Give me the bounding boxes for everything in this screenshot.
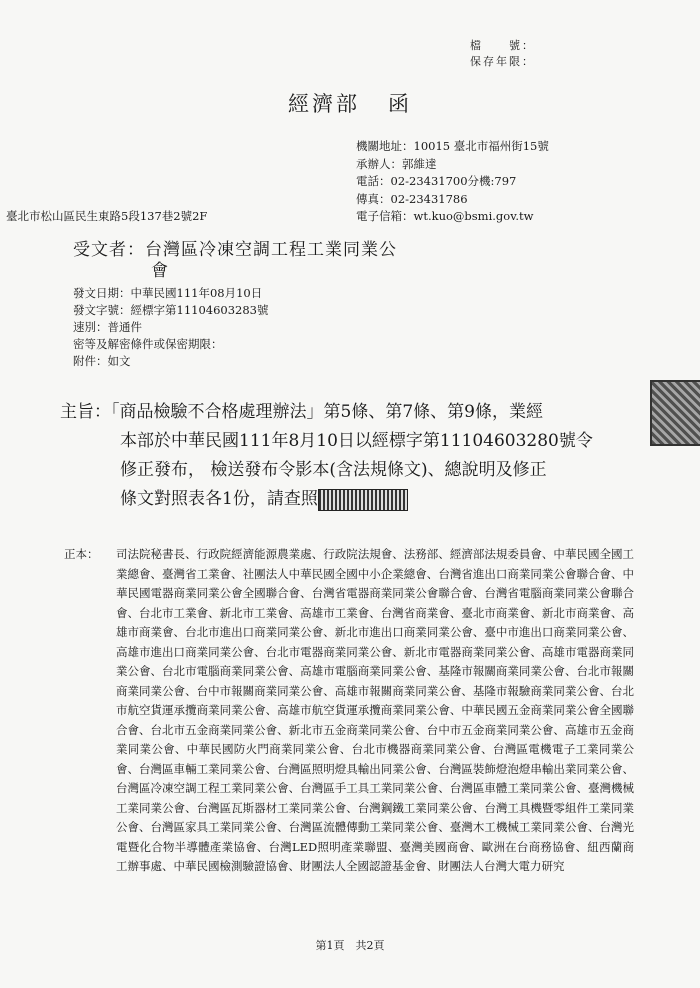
- agency-address: 機關地址：10015 臺北市福州街15號: [356, 139, 549, 153]
- fax-number: 傳真：02-23431786: [356, 191, 468, 206]
- document-type: 函: [388, 92, 412, 116]
- recipient-name-continued: 會: [151, 261, 169, 281]
- inline-seal-stamp: [318, 489, 408, 511]
- subject-section: [60, 398, 650, 514]
- subject-line-4: 條文對照表各1份，請查照: [120, 489, 318, 509]
- edge-seal-stamp: [650, 380, 700, 446]
- agency-info: [356, 138, 549, 226]
- document-number: 發文字號：經標字第11104603283號: [73, 303, 269, 317]
- phone-number: 電話：02-23431700分機:797: [356, 174, 517, 188]
- handler-name: 承辦人：郭維達: [356, 156, 437, 171]
- primary-recipients-list: 司法院秘書長、行政院經濟能源農業處、行政院法規會、法務部、經濟部法規委員會、中華民國全國工業總會、臺灣省工業會、社團法人中華民國全國中小企業總會、台灣省進出口商業同業公會聯合會、中華民國電器商業同業公會全國聯合會、台灣省電器商業同業公會聯合會、台灣省電腦商業同業公會聯合會、台北市工業會、新北市工業會、高雄市工業會、台灣省商業會、臺北市商業會、新北市商業會、高雄市商業會、台北市進出口商業同業公會、新北市進出口商業同業公會、臺中市進出口商業同業公會、高雄市進出口商業同業公會、台北市電器商業同業公會、新北市電器商業同業公會、高雄市電器商業同業公會、台北市電腦商業同業公會、高雄市電腦商業同業公會、基隆市報關商業同業公會、台北市報關商業同業公會、台中市報關商業同業公會、高雄市報關商業同業公會、基隆市報驗商業同業公會、台北市航空貨運承攬商業同業公會、高雄市航空貨運承攬商業同業公會、中華民國五金商業同業公會全國聯合會、台北市五金商業同業公會、新北市五金商業同業公會、台中市五金商業同業公會、高雄市五金商業同業公會、中華民國防火門商業同業公會、台北市機器商業同業公會、台灣區電機電子工業同業公會、台灣區車輛工業同業公會、台灣區照明燈具輸出同業公會、台灣區裝飾燈泡燈串輸出業同業公會、台灣區冷凍空調工程工業同業公會、台灣區手工具工業同業公會、台灣區車體工業同業公會、臺灣機械工業同業公會、台灣區瓦斯器材工業同業公會、台灣鋼鐵工業同業公會、台灣工具機暨零組件工業同業公會、台灣區家具工業同業公會、台灣區流體傳動工業同業公會、臺灣木工機械工業同業公會、台灣光電暨化合物半導體產業協會、台灣LED照明產業聯盟、臺灣美國商會、歐洲在台商務協會、紐西蘭商工辦事處、中華民國檢測驗證協會、財團法人全國認證基金會、財團法人台灣大電力研究: [116, 547, 634, 873]
- recipient-address: 臺北市松山區民生東路5段137巷2號2F: [6, 209, 208, 223]
- delivery-speed: 速別：普通件: [73, 320, 142, 334]
- email-address: 電子信箱：wt.kuo@bsmi.gov.tw: [356, 209, 534, 223]
- file-metadata: [470, 38, 535, 70]
- attachment-note: 附件：如文: [73, 354, 131, 368]
- recipient-name: 台灣區冷凍空調工程工業同業公: [145, 240, 397, 260]
- recipient-block: [73, 240, 433, 282]
- retention-period-label: 保存年限：: [470, 55, 535, 68]
- document-title: [0, 88, 700, 118]
- subject-label: 主旨：: [60, 402, 111, 422]
- primary-recipients-label: 正本：: [64, 547, 99, 561]
- issue-date: 發文日期：中華民國111年08月10日: [73, 286, 263, 300]
- file-number-label: 檔 號：: [470, 39, 535, 52]
- subject-line-2: 本部於中華民國111年8月10日以經標字第11104603280號令: [120, 431, 593, 451]
- primary-recipients-section: [64, 545, 634, 877]
- document-fields: [73, 285, 268, 370]
- page-number: 第1頁 共2頁: [315, 939, 385, 952]
- subject-line-3: 修正發布， 檢送發布令影本(含法規條文)、總說明及修正: [120, 460, 547, 480]
- secrecy-level: 密等及解密條件或保密期限：: [73, 337, 223, 351]
- recipient-label: 受文者：: [73, 240, 145, 260]
- subject-line-1: 「商品檢驗不合格處理辦法」第5條、第7條、第9條，業經: [111, 402, 543, 422]
- issuing-ministry: 經濟部: [288, 92, 360, 116]
